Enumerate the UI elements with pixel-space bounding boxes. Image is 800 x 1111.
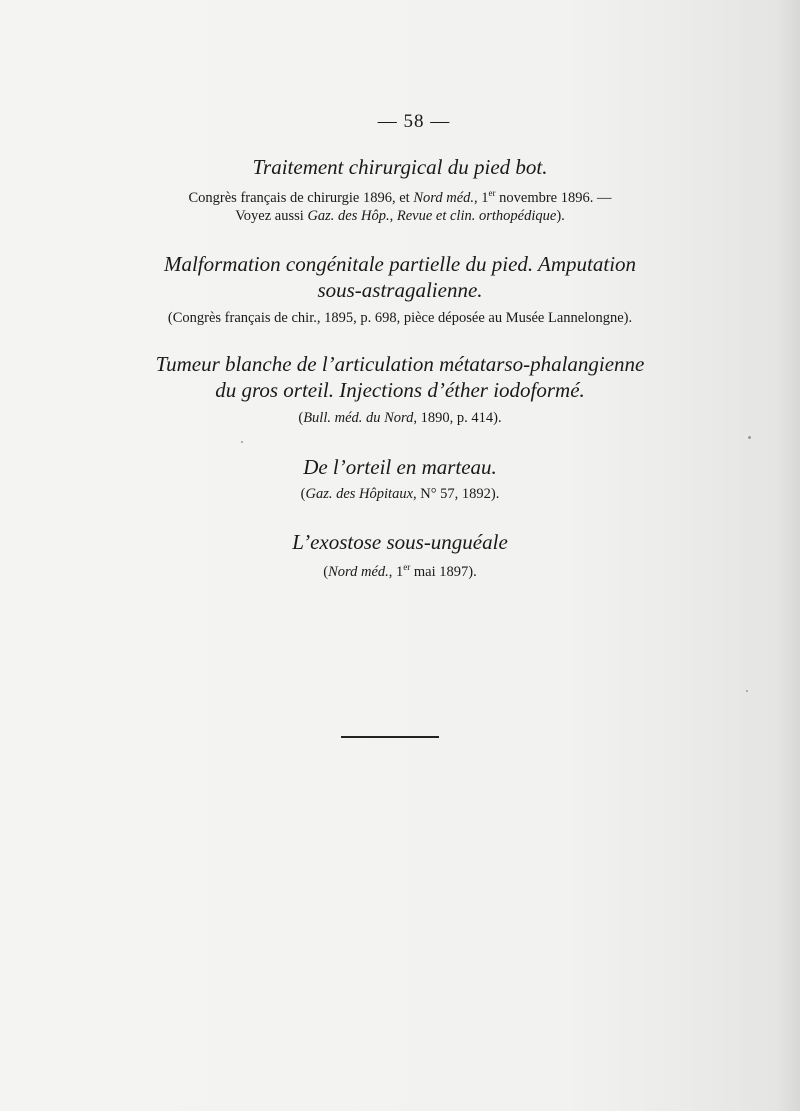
entry-4-title: De l’orteil en marteau. xyxy=(303,455,497,479)
reference-text: Voyez aussi xyxy=(235,208,308,224)
reference-text: (Congrès français de chir., 1895, p. 698, pièce déposée au Musée Lannelongne). xyxy=(167,310,633,326)
entry-5-title: L’exostose sous-unguéale xyxy=(292,530,508,554)
entry-1-reference-line-1 xyxy=(0,188,800,207)
entry-3-title-line-1: Tumeur blanche de l’articulation métatarso-phalangienne xyxy=(155,352,645,376)
reference-italic-text: Gaz. des Hôpitaux xyxy=(305,486,414,502)
closing-rule xyxy=(341,736,439,738)
entry-1-reference-line-2 xyxy=(0,208,800,225)
entry-3-title-line-2: du gros orteil. Injections d’éther iodoformé. xyxy=(215,378,585,402)
entry-2-title-line-2: sous-astragalienne. xyxy=(317,278,483,302)
reference-text: ). xyxy=(556,208,565,224)
reference-italic-text: Nord méd. xyxy=(328,563,389,580)
reference-text: , 1 xyxy=(388,563,404,580)
reference-italic-text: Bull. méd. du Nord xyxy=(303,410,414,426)
entry-2-reference xyxy=(0,310,800,327)
entry-4-reference xyxy=(0,486,800,503)
entry-2-title-line-1: Malformation congénitale partielle du pied. Amputation xyxy=(163,252,637,276)
reference-text: novembre 1896. — xyxy=(495,189,612,206)
reference-italic-text: Nord méd. xyxy=(413,189,475,206)
reference-text: ( xyxy=(298,410,304,426)
paper-speck xyxy=(748,436,751,439)
reference-text: Congrès français de chirurgie 1896, et xyxy=(188,189,414,206)
reference-text: ( xyxy=(300,486,306,502)
entry-5-reference xyxy=(0,562,800,581)
reference-superscript: er xyxy=(403,562,411,572)
reference-text: , 1 xyxy=(474,189,489,206)
page-number: — 58 — xyxy=(377,111,451,132)
paper-speck xyxy=(746,690,748,692)
paper-speck xyxy=(241,441,243,443)
reference-text: ( xyxy=(323,563,329,580)
entry-1-title: Traitement chirurgical du pied bot. xyxy=(252,155,548,179)
reference-text: , N° 57, 1892). xyxy=(413,486,500,502)
reference-superscript: er xyxy=(488,188,496,198)
entry-3-reference xyxy=(0,410,800,427)
reference-italic-text: Gaz. des Hôp. xyxy=(307,208,390,224)
reference-text: mai 1897). xyxy=(410,563,477,580)
reference-text: , 1890, p. 414). xyxy=(413,410,502,426)
reference-text: , xyxy=(389,208,397,224)
reference-italic-text: Revue et clin. orthopédique xyxy=(396,208,557,224)
